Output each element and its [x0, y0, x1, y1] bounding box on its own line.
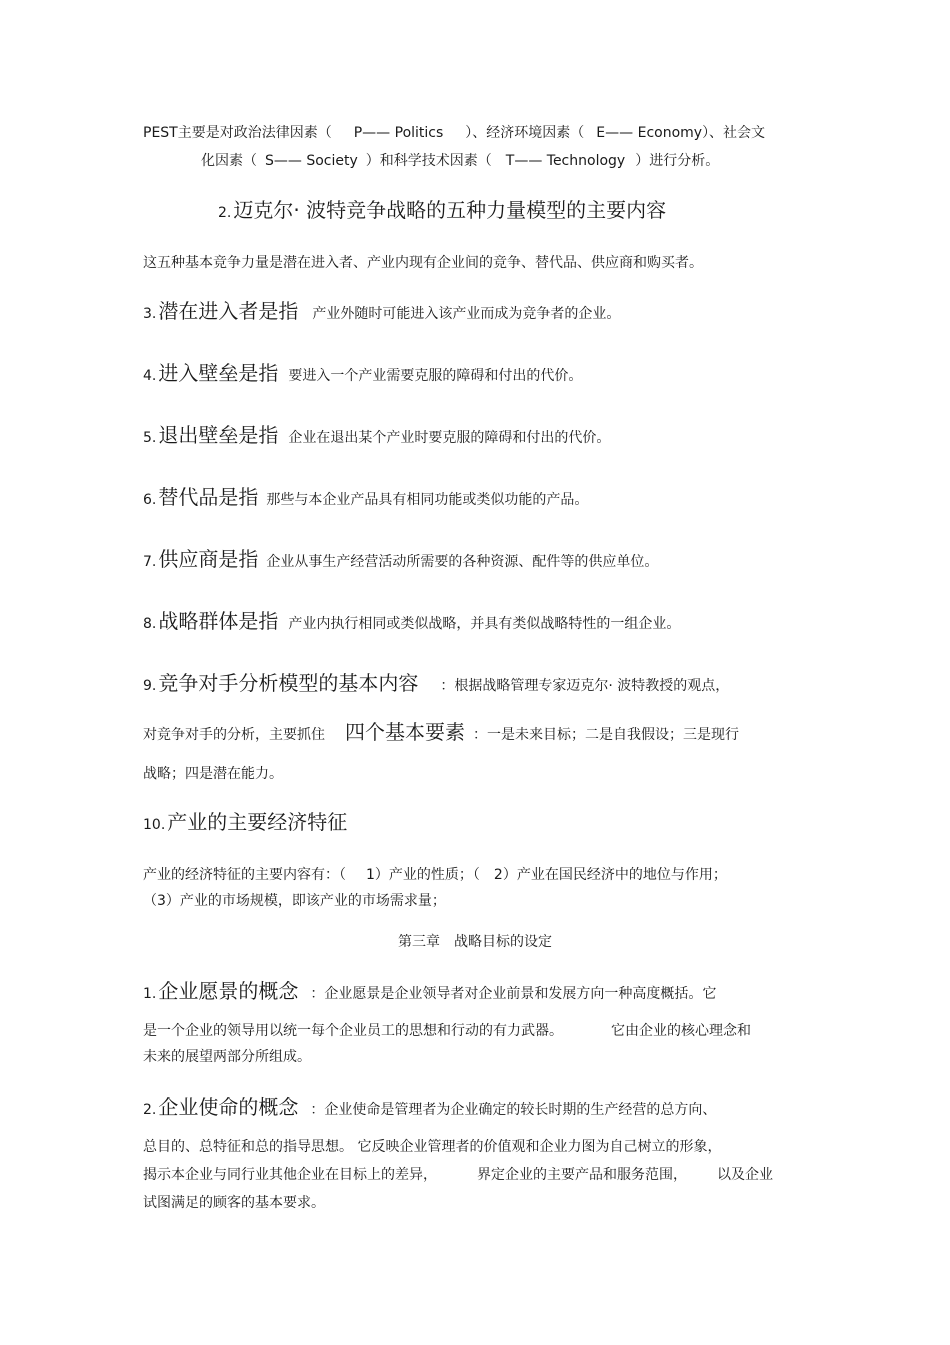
definition-number: 5.	[143, 430, 157, 446]
definition-term: 进入壁垒是指	[158, 361, 279, 385]
section-text: 未来的展望两部分所组成。	[143, 1049, 311, 1065]
section-text: 对竞争对手的分析，主要抓住	[143, 727, 325, 743]
mission-line-3	[143, 1166, 773, 1184]
definition-term: 供应商是指	[158, 547, 259, 571]
section-number: 9.	[143, 678, 157, 694]
paragraph-text: 这五种基本竞争力量是潜在进入者、产业内现有企业间的竞争、替代品、供应商和购买者。	[143, 255, 703, 271]
definition-5	[143, 422, 610, 451]
mission-line-2	[143, 1138, 721, 1156]
section-text: 产业的经济特征的主要内容有：（	[143, 867, 346, 883]
vision-line-1	[143, 978, 716, 1007]
pest-text: ）进行分析。	[635, 153, 720, 169]
section-term: 企业使命的概念	[158, 1095, 299, 1119]
definition-text: 那些与本企业产品具有相同功能或类似功能的产品。	[266, 492, 589, 508]
section-9-line-3	[143, 765, 283, 783]
pest-politics: P—— Politics	[353, 125, 444, 141]
section-9-line-2	[143, 719, 739, 748]
section-term: 竞争对手分析模型的基本内容	[158, 671, 419, 695]
section-text: ：一是未来目标；二是自我假设；三是现行	[473, 727, 739, 743]
pest-text: ）和科学技术因素（	[365, 153, 492, 169]
pest-society: S—— Society	[265, 153, 358, 169]
section-text: ：企业使命是管理者为企业确定的较长时期的生产经营的总方向、	[310, 1102, 717, 1118]
pest-text: PEST主要是对政治法律因素（	[143, 125, 332, 141]
section-text: 它由企业的核心理念和	[611, 1023, 751, 1039]
definition-7	[143, 546, 658, 575]
definition-6	[143, 484, 588, 513]
definition-text: 企业从事生产经营活动所需要的各种资源、配件等的供应单位。	[266, 554, 659, 570]
section-text: ：根据战略管理专家迈克尔· 波特教授的观点，	[440, 678, 730, 694]
definition-text: 产业内执行相同或类似战略，并具有类似战略特性的一组企业。	[288, 616, 681, 632]
pest-text: ）、经济环境因素（	[465, 125, 585, 141]
section-number: 2.	[143, 1102, 157, 1118]
definition-text: 产业外随时可能进入该产业而成为竞争者的企业。	[312, 306, 621, 322]
section-number: 2.	[218, 205, 232, 221]
section-text: 揭示本企业与同行业其他企业在目标上的差异，	[143, 1167, 437, 1183]
section-number: 10.	[143, 817, 166, 833]
chapter-title	[0, 933, 950, 951]
section-text: 战略；四是潜在能力。	[143, 766, 283, 782]
section-text: （3）产业的市场规模，即该产业的市场需求量；	[143, 893, 446, 909]
definition-term: 战略群体是指	[158, 609, 279, 633]
section-10-line-1	[143, 866, 727, 884]
vision-line-3	[143, 1048, 311, 1066]
mission-line-4	[143, 1194, 325, 1212]
paragraph	[143, 254, 703, 272]
pest-line-1	[143, 124, 765, 142]
mission-line-1	[143, 1094, 716, 1123]
section-text: 2）产业在国民经济中的地位与作用；	[493, 867, 727, 883]
definition-term: 潜在进入者是指	[158, 299, 299, 323]
definition-term: 退出壁垒是指	[158, 423, 279, 447]
pest-line-2	[201, 152, 719, 170]
section-text: ：企业愿景是企业领导者对企业前景和发展方向一种高度概括。它	[310, 986, 717, 1002]
section-text: 以及企业	[717, 1167, 773, 1183]
section-number: 1.	[143, 986, 157, 1002]
definition-3	[143, 298, 620, 327]
section-title: 产业的主要经济特征	[167, 810, 348, 834]
pest-text: 化因素（	[201, 153, 257, 169]
definition-text: 要进入一个产业需要克服的障碍和付出的代价。	[288, 368, 583, 384]
section-heading-five-forces	[218, 197, 666, 226]
section-title: 迈克尔· 波特竞争战略的五种力量模型的主要内容	[233, 198, 667, 222]
pest-text: ）、社会文	[702, 125, 766, 141]
section-text: 1）产业的性质；（	[366, 867, 480, 883]
definition-number: 7.	[143, 554, 157, 570]
section-term: 企业愿景的概念	[158, 979, 299, 1003]
definition-number: 6.	[143, 492, 157, 508]
definition-4	[143, 360, 582, 389]
definition-number: 4.	[143, 368, 157, 384]
section-text: 是一个企业的领导用以统一每个企业员工的思想和行动的有力武器。	[143, 1023, 563, 1039]
section-text: 界定企业的主要产品和服务范围，	[477, 1167, 687, 1183]
definition-number: 8.	[143, 616, 157, 632]
chapter-title-text: 第三章 战略目标的设定	[398, 934, 552, 950]
definition-term: 替代品是指	[158, 485, 259, 509]
section-text: 试图满足的顾客的基本要求。	[143, 1195, 325, 1211]
pest-economy: E—— Economy	[596, 125, 703, 141]
section-10-line-2	[143, 892, 446, 910]
vision-line-2	[143, 1022, 751, 1040]
section-text: 总目的、总特征和总的指导思想。 它反映企业管理者的价值观和企业力图为自己树立的形象，	[143, 1139, 722, 1155]
definition-8	[143, 608, 680, 637]
definition-text: 企业在退出某个产业时要克服的障碍和付出的代价。	[288, 430, 611, 446]
section-emphasis: 四个基本要素	[345, 720, 465, 744]
definition-number: 3.	[143, 306, 157, 322]
section-heading-10	[143, 809, 347, 838]
pest-technology: T—— Technology	[505, 153, 626, 169]
section-9-line-1	[143, 670, 729, 699]
